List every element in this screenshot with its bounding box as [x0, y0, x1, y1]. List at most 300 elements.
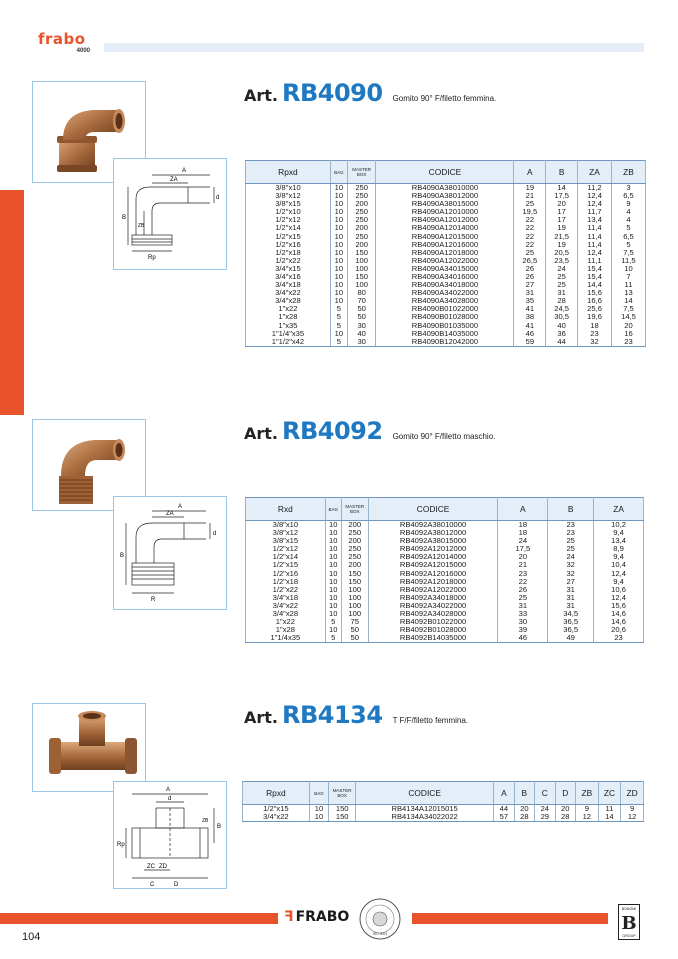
table-cell: 150: [341, 578, 368, 586]
table-cell: 24,5: [546, 305, 578, 313]
table-cell: 28: [555, 813, 575, 822]
table-cell: 5: [330, 313, 347, 321]
table-cell: 23,5: [546, 257, 578, 265]
table-cell: 50: [341, 634, 368, 643]
table-cell: 50: [347, 313, 376, 321]
table-cell: 16: [612, 330, 646, 338]
table-cell: 24: [535, 805, 555, 814]
table-cell: 14,6: [594, 618, 644, 626]
bonomi-group-logo: [618, 904, 640, 940]
table-cell: 10: [330, 208, 347, 216]
table-cell: 10: [330, 257, 347, 265]
column-header: A: [514, 161, 546, 184]
rb4134-drawing: [113, 781, 227, 889]
art-prefix: Art.: [244, 424, 278, 443]
table-cell: 10: [325, 626, 341, 634]
table-cell: 27: [514, 281, 546, 289]
art-code: RB4134: [282, 701, 383, 729]
dim-label-zc: ZC: [147, 864, 155, 870]
table-cell: 30,5: [546, 313, 578, 321]
table-header-row: [246, 161, 646, 184]
rb4134-spec-table: [242, 781, 644, 822]
table-cell: 200: [347, 224, 376, 232]
table-cell: 80: [347, 289, 376, 297]
dim-label-b: B: [217, 824, 222, 830]
seal-text: ISO 9001: [372, 932, 388, 936]
table-cell: 200: [347, 241, 376, 249]
table-cell: RB4090A12012000: [376, 216, 514, 224]
table-cell: 3/4"x15: [246, 265, 331, 273]
column-header: B: [546, 161, 578, 184]
table-cell: 1/2"x14: [246, 553, 326, 561]
table-cell: 17,5: [498, 545, 548, 553]
table-cell: 11: [612, 281, 646, 289]
table-cell: 44: [546, 338, 578, 347]
table-cell: 10: [325, 594, 341, 602]
table-cell: 23: [594, 634, 644, 643]
table-cell: RB4090A38015000: [376, 200, 514, 208]
table-cell: 100: [341, 610, 368, 618]
table-cell: 100: [347, 281, 376, 289]
table-cell: 1/2"x16: [246, 569, 326, 577]
column-header: MASTER BOX: [329, 782, 356, 805]
table-cell: 25,6: [578, 305, 612, 313]
table-cell: 1/2"x10: [246, 208, 331, 216]
table-cell: RB4092A12014000: [368, 553, 498, 561]
table-cell: 15,4: [578, 265, 612, 273]
column-header: ZA: [594, 498, 644, 521]
table-cell: RB4092A38012000: [368, 529, 498, 537]
table-cell: RB4090A38012000: [376, 192, 514, 200]
table-cell: 11: [598, 805, 621, 814]
table-cell: 46: [514, 330, 546, 338]
dim-label-b: B: [122, 215, 127, 221]
table-cell: 250: [347, 216, 376, 224]
table-cell: 11,4: [578, 232, 612, 240]
table-cell: 3/4"x18: [246, 594, 326, 602]
table-cell: 4: [612, 216, 646, 224]
table-cell: 3/8"x15: [246, 200, 331, 208]
column-header: MASTER BOX: [347, 161, 376, 184]
table-cell: 10: [612, 265, 646, 273]
table-cell: RB4090A34022000: [376, 289, 514, 297]
table-cell: 1/2"x22: [246, 257, 331, 265]
table-cell: 1/2"x14: [246, 224, 331, 232]
column-header: CODICE: [356, 782, 494, 805]
table-cell: 1/2"x15: [246, 232, 331, 240]
table-cell: 10: [330, 241, 347, 249]
table-cell: 11,2: [578, 184, 612, 193]
table-cell: 59: [514, 338, 546, 347]
table-cell: 40: [347, 330, 376, 338]
column-header: BAG: [309, 782, 328, 805]
table-cell: 11,5: [612, 257, 646, 265]
table-cell: 12: [576, 813, 599, 822]
table-cell: 8,9: [594, 545, 644, 553]
table-cell: 1/2"x16: [246, 241, 331, 249]
table-cell: 1"x35: [246, 322, 331, 330]
column-header: ZC: [598, 782, 621, 805]
table-cell: 46: [498, 634, 548, 643]
page-number: 104: [22, 931, 41, 943]
table-cell: RB4092A34028000: [368, 610, 498, 618]
table-cell: 57: [494, 813, 514, 822]
tee-drawing: [114, 782, 226, 888]
table-cell: 20: [514, 805, 534, 814]
table-cell: RB4092A34018000: [368, 594, 498, 602]
table-cell: 10: [330, 273, 347, 281]
table-cell: RB4090A12022000: [376, 257, 514, 265]
column-header: B: [514, 782, 534, 805]
table-cell: RB4090A12014000: [376, 224, 514, 232]
table-cell: RB4092A12012000: [368, 545, 498, 553]
table-cell: 10: [330, 265, 347, 273]
dim-label-a: A: [182, 168, 187, 174]
table-cell: 150: [347, 249, 376, 257]
art-description: T F/F/filetto femmina.: [392, 716, 469, 725]
table-cell: RB4092B01022000: [368, 618, 498, 626]
table-cell: 17: [546, 216, 578, 224]
dim-label-a: A: [178, 504, 183, 510]
table-cell: 33: [498, 610, 548, 618]
table-cell: 200: [341, 521, 368, 530]
table-cell: 250: [341, 553, 368, 561]
table-cell: 14: [598, 813, 621, 822]
rb4090-drawing: [113, 158, 227, 270]
art-prefix: Art.: [244, 86, 278, 105]
table-cell: 20: [546, 200, 578, 208]
frabo-mark-icon: ꟻ: [284, 909, 294, 925]
table-cell: 23: [498, 569, 548, 577]
table-cell: RB4090A12015000: [376, 232, 514, 240]
table-cell: 10: [330, 184, 347, 193]
table-cell: 250: [347, 192, 376, 200]
dim-label-zb: ZB: [138, 223, 145, 229]
table-cell: 10: [330, 289, 347, 297]
table-cell: 3/4"x28: [246, 610, 326, 618]
table-cell: 22: [498, 578, 548, 586]
table-cell: 200: [341, 561, 368, 569]
table-header-row: [243, 782, 644, 805]
table-cell: 10: [325, 578, 341, 586]
table-cell: 49: [548, 634, 594, 643]
table-cell: 7,5: [612, 249, 646, 257]
table-cell: 4: [612, 208, 646, 216]
table-cell: 17: [546, 208, 578, 216]
table-cell: 16,6: [578, 297, 612, 305]
dim-label-rp: Rp: [148, 255, 156, 261]
table-cell: 9,4: [594, 578, 644, 586]
table-cell: 10: [325, 553, 341, 561]
table-cell: 10: [330, 232, 347, 240]
table-cell: 13,4: [594, 537, 644, 545]
table-cell: RB4092A12016000: [368, 569, 498, 577]
table-cell: 3/4"x22: [246, 602, 326, 610]
elbow-male-drawing: [114, 497, 226, 609]
rb4090-spec-table: [245, 160, 646, 347]
table-cell: 10: [325, 561, 341, 569]
table-cell: 10: [325, 586, 341, 594]
group-bottom-text: GROUP: [622, 934, 636, 938]
rb4090-title: [244, 79, 496, 107]
table-cell: 50: [341, 626, 368, 634]
table-cell: 14,6: [594, 610, 644, 618]
elbow-female-drawing: [114, 159, 226, 269]
table-cell: 31: [548, 602, 594, 610]
group-letter: B: [621, 913, 637, 934]
table-cell: RB4092A12015000: [368, 561, 498, 569]
table-cell: RB4090A34018000: [376, 281, 514, 289]
table-cell: 13,4: [578, 216, 612, 224]
table-cell: RB4134A34022022: [356, 813, 494, 822]
table-cell: RB4090A12010000: [376, 208, 514, 216]
table-cell: 29: [535, 813, 555, 822]
table-cell: RB4090A34028000: [376, 297, 514, 305]
table-cell: 20,6: [594, 626, 644, 634]
table-cell: 18: [498, 529, 548, 537]
column-header: B: [548, 498, 594, 521]
rb4092-drawing: [113, 496, 227, 610]
table-cell: 7,5: [612, 305, 646, 313]
table-cell: 26: [514, 265, 546, 273]
column-header: BAG: [325, 498, 341, 521]
table-cell: RB4090B14035000: [376, 330, 514, 338]
table-cell: 13: [612, 289, 646, 297]
table-cell: 31: [546, 289, 578, 297]
table-cell: 36,5: [548, 626, 594, 634]
table-cell: 14,4: [578, 281, 612, 289]
rb4134-title: [244, 701, 468, 729]
table-cell: 1"1/2"x42: [246, 338, 331, 347]
table-cell: 100: [347, 265, 376, 273]
table-cell: 5: [330, 338, 347, 347]
table-cell: 10: [325, 602, 341, 610]
column-header: Rxd: [246, 498, 326, 521]
table-cell: 12,4: [594, 569, 644, 577]
table-cell: 44: [494, 805, 514, 814]
column-header: CODICE: [376, 161, 514, 184]
table-cell: 6,5: [612, 232, 646, 240]
dim-label-r: R: [151, 597, 156, 603]
table-cell: RB4092B14035000: [368, 634, 498, 643]
dim-label-za: ZA: [170, 177, 178, 183]
table-cell: 11,7: [578, 208, 612, 216]
table-cell: 250: [341, 545, 368, 553]
table-cell: 24: [498, 537, 548, 545]
table-cell: 25: [514, 200, 546, 208]
table-cell: 3/4"x22: [243, 813, 310, 822]
table-cell: 10: [325, 521, 341, 530]
table-cell: 20: [555, 805, 575, 814]
table-row: [246, 338, 646, 347]
table-cell: 50: [347, 305, 376, 313]
rb4134-photo: [32, 703, 146, 792]
table-cell: 250: [347, 208, 376, 216]
table-cell: 1/2"x12: [246, 545, 326, 553]
table-cell: RB4090A12016000: [376, 241, 514, 249]
table-cell: 3/8"x10: [246, 184, 331, 193]
column-header: A: [498, 498, 548, 521]
table-cell: 24: [546, 265, 578, 273]
table-cell: 10: [330, 200, 347, 208]
table-cell: RB4090A34015000: [376, 265, 514, 273]
table-cell: 19: [546, 241, 578, 249]
table-cell: 10: [325, 537, 341, 545]
table-cell: 32: [548, 569, 594, 577]
table-cell: 5: [325, 618, 341, 626]
table-cell: 26: [514, 273, 546, 281]
table-cell: 150: [341, 569, 368, 577]
table-cell: 31: [514, 289, 546, 297]
table-cell: 5: [612, 224, 646, 232]
table-cell: 36: [546, 330, 578, 338]
table-cell: 1/2"x22: [246, 586, 326, 594]
table-cell: 14,5: [612, 313, 646, 321]
table-cell: RB4134A12015015: [356, 805, 494, 814]
table-cell: 14: [612, 297, 646, 305]
rb4092-spec-table: [245, 497, 644, 643]
brand-name: frabo: [38, 30, 86, 48]
table-cell: 21,5: [546, 232, 578, 240]
table-cell: 1/2"x18: [246, 578, 326, 586]
table-cell: 10: [330, 192, 347, 200]
table-cell: 12,4: [578, 249, 612, 257]
table-cell: 21: [514, 192, 546, 200]
table-cell: 19,5: [514, 208, 546, 216]
tee-image: [33, 704, 145, 791]
table-cell: 100: [341, 586, 368, 594]
table-cell: RB4090B01028000: [376, 313, 514, 321]
table-cell: 6,5: [612, 192, 646, 200]
table-cell: 25: [548, 537, 594, 545]
dim-label-d2: D: [174, 882, 179, 888]
table-cell: 11,4: [578, 224, 612, 232]
table-cell: 25: [498, 594, 548, 602]
table-cell: 26,5: [514, 257, 546, 265]
table-cell: 40: [546, 322, 578, 330]
table-cell: 35: [514, 297, 546, 305]
table-cell: 12,4: [594, 594, 644, 602]
column-header: Rpxd: [246, 161, 331, 184]
dim-label-c: C: [150, 882, 155, 888]
frabo-4000-logo: [38, 32, 94, 58]
dim-label-zb: ZB: [202, 818, 209, 824]
table-cell: 23: [548, 521, 594, 530]
table-cell: RB4090B01035000: [376, 322, 514, 330]
table-cell: 22: [514, 224, 546, 232]
footer-brand: [284, 909, 349, 925]
table-cell: 1"1/4"x35: [246, 330, 331, 338]
column-header: ZA: [578, 161, 612, 184]
dim-label-b: B: [120, 553, 125, 559]
table-cell: 9,4: [594, 529, 644, 537]
table-cell: 100: [341, 602, 368, 610]
table-cell: 41: [514, 305, 546, 313]
table-cell: 12,4: [578, 192, 612, 200]
footer-brand-name: FRABO: [295, 909, 350, 925]
table-cell: 9,4: [594, 553, 644, 561]
table-cell: 3/8"x10: [246, 521, 326, 530]
table-cell: 12,4: [578, 200, 612, 208]
table-cell: 31: [548, 586, 594, 594]
table-cell: 5: [330, 322, 347, 330]
art-description: Gomito 90° F/filetto femmina.: [392, 94, 497, 103]
table-cell: 18: [578, 322, 612, 330]
table-cell: 70: [347, 297, 376, 305]
table-cell: 19,6: [578, 313, 612, 321]
group-top-text: BONOMI: [621, 907, 637, 911]
column-header: Rpxd: [243, 782, 310, 805]
table-cell: 30: [347, 338, 376, 347]
table-cell: 23: [578, 330, 612, 338]
dim-label-za: ZA: [166, 511, 174, 517]
table-cell: 1/2"x15: [243, 805, 310, 814]
table-cell: 32: [548, 561, 594, 569]
table-cell: 15,6: [594, 602, 644, 610]
certification-seal-icon: [358, 897, 402, 941]
table-cell: 18: [498, 521, 548, 530]
table-cell: 10: [330, 281, 347, 289]
table-cell: 3/4"x28: [246, 297, 331, 305]
table-cell: 10: [325, 610, 341, 618]
table-cell: 1"x22: [246, 618, 326, 626]
table-cell: 250: [347, 184, 376, 193]
table-cell: 10,6: [594, 586, 644, 594]
table-cell: 27: [548, 578, 594, 586]
table-cell: 22: [514, 216, 546, 224]
table-cell: 34,5: [548, 610, 594, 618]
table-cell: 12: [621, 813, 644, 822]
table-cell: 10: [330, 216, 347, 224]
table-cell: RB4092A38010000: [368, 521, 498, 530]
table-cell: RB4092A34022000: [368, 602, 498, 610]
table-cell: 3/8"x15: [246, 537, 326, 545]
table-cell: 23: [612, 338, 646, 347]
footer-bar-left: [0, 913, 278, 924]
table-cell: 75: [341, 618, 368, 626]
table-cell: 10: [330, 224, 347, 232]
table-cell: 31: [498, 602, 548, 610]
dim-label-d: d: [213, 531, 217, 537]
column-header: ZD: [621, 782, 644, 805]
table-cell: 200: [347, 200, 376, 208]
table-cell: 3/4"x18: [246, 281, 331, 289]
table-cell: 24: [548, 553, 594, 561]
table-cell: 5: [612, 241, 646, 249]
column-header: C: [535, 782, 555, 805]
table-cell: 21: [498, 561, 548, 569]
table-cell: 22: [514, 232, 546, 240]
table-cell: 10,2: [594, 521, 644, 530]
table-cell: 31: [548, 594, 594, 602]
table-cell: 17,5: [546, 192, 578, 200]
table-cell: 19: [546, 224, 578, 232]
table-cell: 3/4"x22: [246, 289, 331, 297]
table-cell: 200: [341, 537, 368, 545]
table-cell: 1"x28: [246, 626, 326, 634]
table-cell: 5: [325, 634, 341, 643]
rb4092-title: [244, 417, 495, 445]
footer-bar-right: [412, 913, 608, 924]
dim-label-a: A: [166, 787, 171, 793]
table-cell: 22: [514, 241, 546, 249]
table-cell: 3/8"x12: [246, 529, 326, 537]
table-cell: RB4092A12018000: [368, 578, 498, 586]
table-cell: 9: [621, 805, 644, 814]
table-cell: 10,4: [594, 561, 644, 569]
table-cell: 1/2"x18: [246, 249, 331, 257]
table-cell: 150: [347, 273, 376, 281]
